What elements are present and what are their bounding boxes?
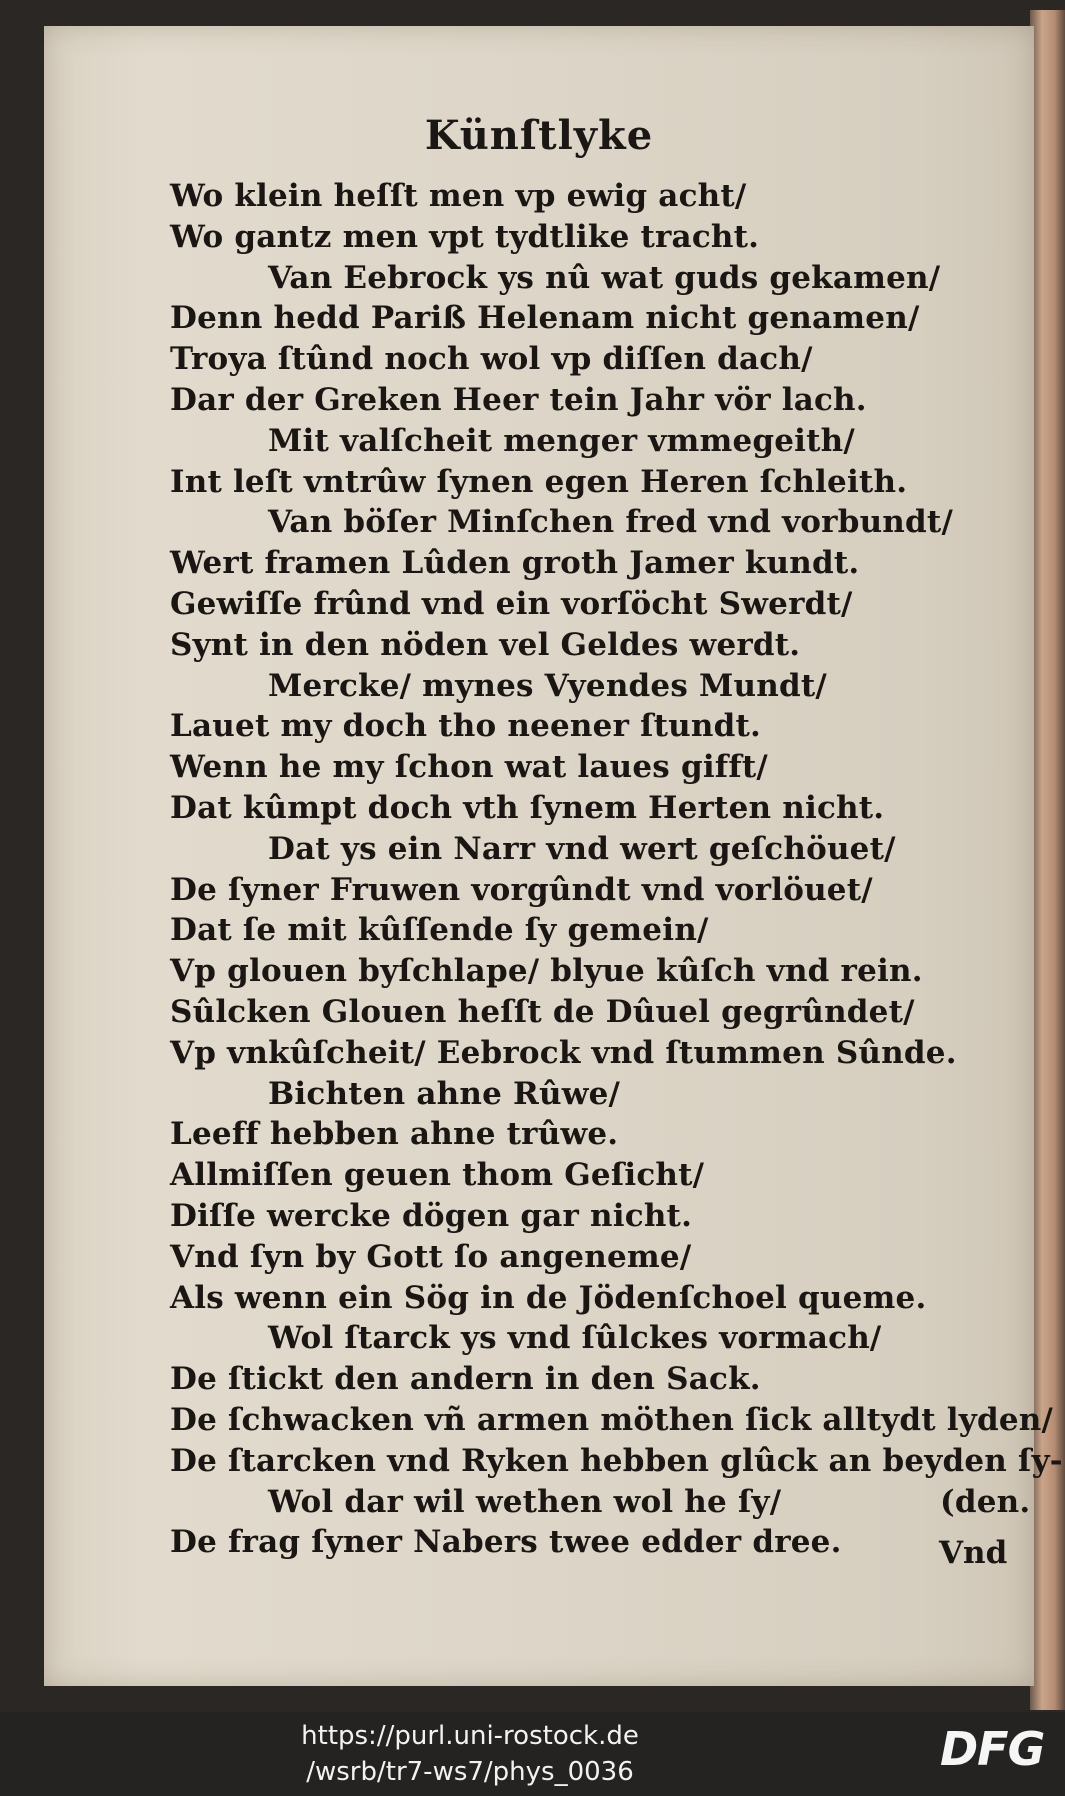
- verse-text: Gewiſſe frûnd vnd ein vorſöcht Swerdt/: [170, 585, 853, 622]
- verse-text: Dat kûmpt doch vth ſynem Herten nicht.: [170, 789, 885, 826]
- verse-line: [170, 298, 1050, 339]
- verse-text: Wenn he my ſchon wat laues gifft/: [170, 749, 768, 786]
- verse-line: [170, 788, 1050, 829]
- verse-text: Troya ſtûnd noch wol vp diſſen dach/: [170, 341, 813, 378]
- verse-line: [170, 462, 1050, 503]
- verse-line: [170, 1441, 1063, 1482]
- verse-text: Van Eebrock ys nû wat guds gekamen/: [268, 259, 941, 296]
- verse-text: Allmiſſen geuen thom Geſicht/: [170, 1157, 705, 1194]
- verse-block: [170, 176, 1063, 1563]
- verse-line: [170, 584, 1050, 625]
- verse-text: Dat ſe mit kûſſende ſy gemein/: [170, 912, 709, 949]
- dfg-logo: DFG: [940, 1722, 1045, 1776]
- verse-text: De frag ſyner Nabers twee edder dree.: [170, 1524, 842, 1561]
- verse-text: Bichten ahne Rûwe/: [268, 1075, 621, 1112]
- verse-text: Wol dar wil wethen wol he ſy/: [268, 1483, 782, 1520]
- verse-line: [170, 1196, 1050, 1237]
- verse-text: Wol ſtarck ys vnd ſûlckes vormach/: [268, 1320, 882, 1357]
- verse-line: [170, 1359, 1050, 1400]
- verse-text: Vp glouen byſchlape/ blyue kûſch vnd rein.: [170, 953, 923, 990]
- verse-line: [170, 1114, 1050, 1155]
- verse-text: Vp vnkûſcheit/ Eebrock vnd ſtummen Sûnde.: [170, 1034, 957, 1071]
- verse-line: [170, 502, 1050, 543]
- url-line-2[interactable]: /wsrb/tr7-ws7/phys_0036: [306, 1757, 634, 1787]
- book-page: [44, 26, 1063, 1686]
- verse-runover: (den.: [940, 1483, 1031, 1520]
- verse-line: [170, 339, 1050, 380]
- verse-line: [170, 1522, 1050, 1563]
- verse-text: De ſtickt den andern in den Sack.: [170, 1361, 761, 1398]
- catchword: Vnd: [939, 1535, 1008, 1571]
- page-header: Künſtlyke: [424, 112, 654, 159]
- verse-line: [170, 1033, 1050, 1074]
- verse-text: Vnd ſyn by Gott ſo angeneme/: [170, 1238, 692, 1275]
- verse-text: De ſtarcken vnd Ryken hebben glûck an beyden ſy-: [170, 1442, 1063, 1479]
- verse-line: [170, 421, 1050, 462]
- verse-text: De ſchwacken vñ armen möthen ſick alltydt lyden/: [170, 1401, 1054, 1438]
- verse-line: [170, 625, 1050, 666]
- verse-line: [170, 176, 1050, 217]
- verse-line: [170, 666, 1050, 707]
- verse-line: [170, 258, 1050, 299]
- verse-text: Mit valſcheit menger vmmegeith/: [268, 422, 855, 459]
- source-url[interactable]: [270, 1718, 670, 1790]
- verse-text: Dat ys ein Narr vnd wert geſchöuet/: [268, 830, 896, 867]
- url-line-1[interactable]: https://purl.uni-rostock.de: [301, 1721, 639, 1751]
- verse-text: Int leſt vntrûw ſynen egen Heren ſchleith.: [170, 463, 908, 500]
- verse-text: Mercke/ mynes Vyendes Mundt/: [268, 667, 827, 704]
- verse-line: [170, 1482, 1050, 1523]
- verse-text: Wo klein heſſt men vp ewig acht/: [170, 178, 747, 214]
- verse-text: Sûlcken Glouen heſſt de Dûuel gegrûndet/: [170, 993, 915, 1030]
- verse-text: Synt in den nöden vel Geldes werdt.: [170, 626, 801, 663]
- verse-line: [170, 543, 1050, 584]
- verse-text: Denn hedd Pariß Helenam nicht genamen/: [170, 300, 920, 337]
- verse-text: De ſyner Fruwen vorgûndt vnd vorlöuet/: [170, 871, 873, 908]
- verse-line: [170, 870, 1050, 911]
- verse-line: [170, 380, 1050, 421]
- verse-line: [170, 992, 1050, 1033]
- verse-text: Dar der Greken Heer tein Jahr vör lach.: [170, 381, 867, 418]
- verse-text: Diſſe wercke dögen gar nicht.: [170, 1197, 693, 1234]
- verse-line: [170, 1155, 1050, 1196]
- verse-line: [170, 1278, 1050, 1319]
- verse-text: Wert framen Lûden groth Jamer kundt.: [170, 545, 860, 582]
- verse-line: [170, 829, 1050, 870]
- verse-line: [170, 910, 1050, 951]
- verse-line: [170, 1237, 1050, 1278]
- verse-text: Wo gantz men vpt tydtlike tracht.: [170, 218, 760, 255]
- verse-text: Van böſer Minſchen fred vnd vorbundt/: [268, 504, 953, 541]
- verse-line: [170, 951, 1050, 992]
- verse-line: [170, 1074, 1050, 1115]
- verse-line: [170, 1400, 1054, 1441]
- verse-line: [170, 1318, 1050, 1359]
- verse-line: [170, 706, 1050, 747]
- verse-text: Als wenn ein Sög in de Jödenſchoel queme.: [170, 1279, 927, 1316]
- verse-text: Leeff hebben ahne trûwe.: [170, 1116, 619, 1153]
- verse-line: [170, 747, 1050, 788]
- verse-line: [170, 217, 1050, 258]
- verse-text: Lauet my doch tho neener ſtundt.: [170, 708, 762, 745]
